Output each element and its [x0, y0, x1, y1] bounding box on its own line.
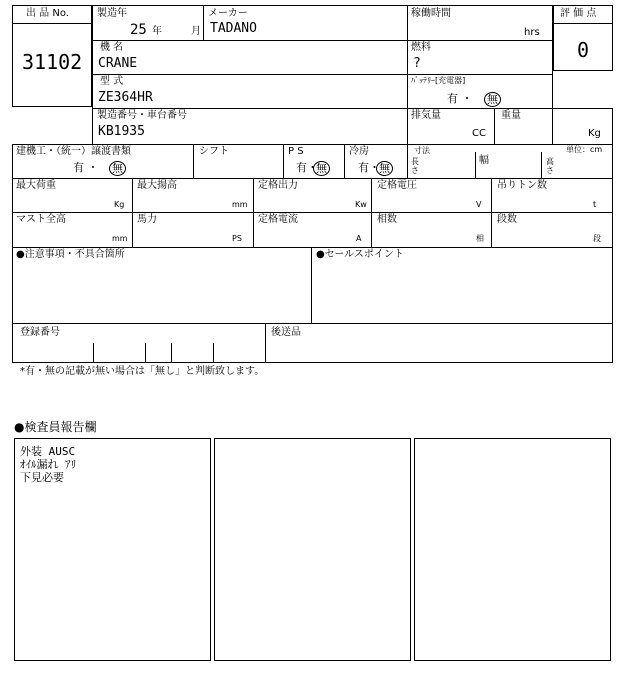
footnote: *有・無の記載が無い場合は「無し」と判断致します。 [20, 366, 265, 377]
stage-unit: 段 [593, 234, 601, 243]
model-name-value: CRANE [98, 56, 138, 71]
cooling-no-circled: 無 [376, 161, 393, 176]
reg-no-label: 登録番号 [20, 327, 60, 338]
serial-label: 製造番号・車台番号 [97, 110, 187, 121]
unit-cm: 単位：cm [566, 145, 603, 154]
mast-height-label: マスト全高 [16, 214, 66, 225]
grade-label: 評 価 点 [560, 8, 597, 19]
rated-output-unit: Kw [355, 200, 367, 209]
horsepower-label: 馬力 [137, 214, 157, 225]
weight-label: 重量 [501, 110, 521, 121]
displacement-unit: CC [472, 128, 486, 139]
ps-label: P S [288, 146, 304, 157]
max-load-unit: Kg [114, 200, 125, 209]
registration-box [12, 323, 613, 363]
height-label: 高 さ [546, 157, 554, 175]
inspector-line-3: 下見必要 [20, 471, 64, 484]
inspector-box-2 [214, 438, 411, 661]
cooling-label: 冷房 [349, 146, 369, 157]
transfer-no-circled: 無 [109, 161, 126, 176]
max-lift-unit: mm [232, 200, 248, 209]
fuel-value: ? [413, 56, 421, 71]
width-label: 幅 [479, 155, 489, 166]
max-lift-label: 最大揚高 [137, 180, 177, 191]
rated-voltage-label: 定格電圧 [377, 180, 417, 191]
lift-ton-label: 吊りトン数 [497, 180, 547, 191]
shift-label: シフト [199, 146, 229, 157]
year-unit: 年 [152, 26, 162, 37]
inspector-line-1: 外装 AUSC [20, 445, 76, 458]
battery-no-circled: 無 [484, 92, 501, 107]
maker-value: TADANO [210, 21, 257, 36]
month-unit: 月 [191, 26, 201, 37]
rated-current-label: 定格電流 [258, 214, 298, 225]
transfer-yes: 有 ・ [73, 161, 99, 174]
type-value: ZE364HR [98, 90, 153, 105]
inspector-title: ●検査員報告欄 [14, 420, 97, 434]
lift-ton-unit: t [593, 200, 597, 209]
transfer-label: 建機工・（統一）譲渡書類 [16, 146, 131, 157]
year-value: 25 [130, 22, 147, 38]
battery-label: ﾊﾞｯﾃﾘｰ[充電器] [411, 76, 466, 85]
stage-label: 段数 [497, 214, 517, 225]
cooling-yes: 有・ [358, 161, 380, 174]
year-label: 製造年 [97, 8, 127, 19]
model-name-label: 機 名 [100, 42, 124, 53]
sales-label: ●セールスポイント [316, 249, 404, 260]
fuel-label: 燃料 [411, 42, 431, 53]
size-label: 寸法 [414, 146, 430, 155]
rated-voltage-unit: V [476, 200, 482, 209]
hours-unit: hrs [524, 27, 540, 38]
serial-value: KB1935 [98, 124, 145, 139]
caution-label: ●注意事項・不具合箇所 [16, 249, 125, 260]
battery-yes: 有 ・ [447, 92, 473, 105]
phase-unit: 相 [476, 234, 484, 243]
type-label: 型 式 [100, 76, 124, 87]
horsepower-unit: PS [232, 234, 242, 243]
ps-no-circled: 無 [313, 161, 330, 176]
max-load-label: 最大荷重 [16, 180, 56, 191]
ps-yes: 有・ [296, 161, 318, 174]
grade-value: 0 [577, 38, 590, 62]
length-label: 長 さ [411, 157, 419, 175]
rated-current-unit: A [356, 234, 362, 243]
lot-no-label: 出 品 No. [26, 8, 69, 19]
lot-no-value: 31102 [22, 50, 83, 74]
displacement-label: 排気量 [411, 110, 441, 121]
rated-output-label: 定格出力 [258, 180, 298, 191]
hours-label: 稼働時間 [411, 8, 451, 19]
accessory-label: 後送品 [271, 327, 301, 338]
phase-label: 相数 [377, 214, 397, 225]
weight-unit: Kg [588, 128, 601, 139]
maker-label: メーカー [208, 8, 248, 19]
inspector-line-2: ｵｲﾙ漏れ ｱﾘ [20, 458, 77, 471]
mast-height-unit: mm [112, 234, 128, 243]
inspector-box-3 [414, 438, 611, 661]
